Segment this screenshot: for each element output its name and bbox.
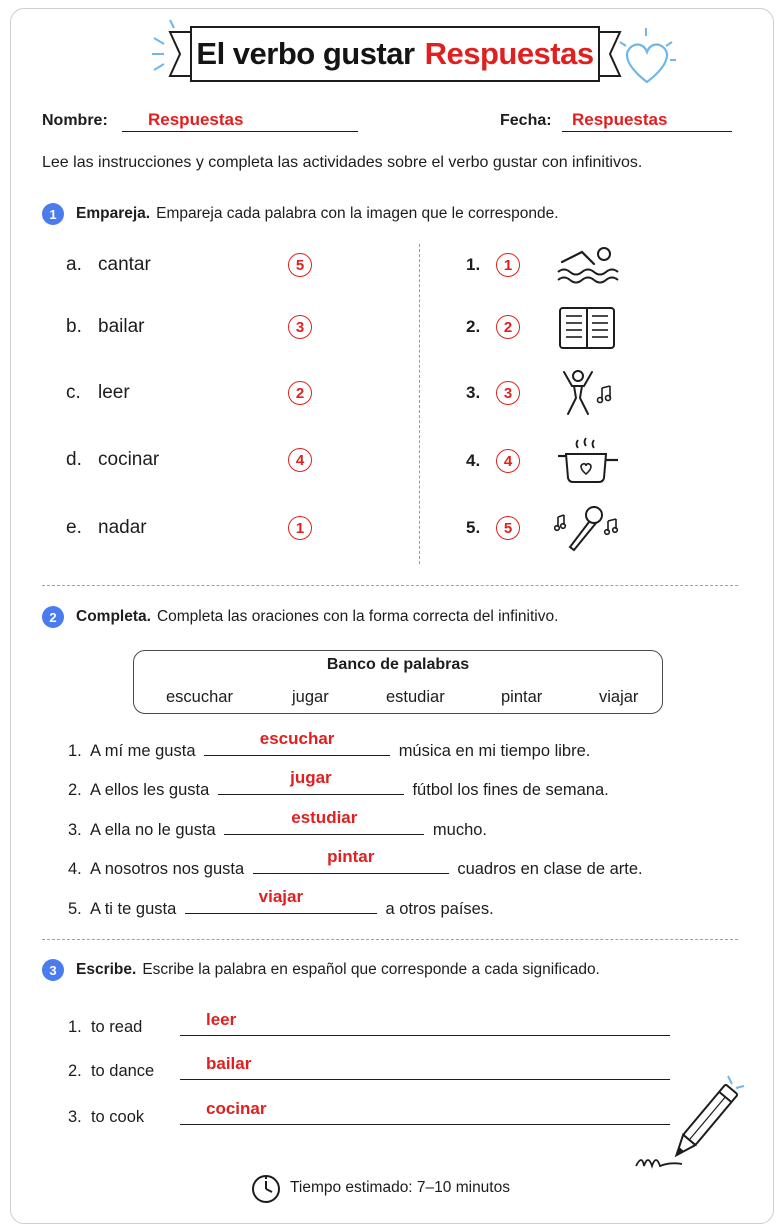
list-item: c. leer 2 <box>66 376 326 410</box>
sentence: 1. A mí me gusta escuchar música en mi tiempo libre. <box>68 729 591 760</box>
answer-blank[interactable]: estudiar <box>224 817 424 835</box>
answer-circle[interactable]: 4 <box>496 449 520 473</box>
estimated-time: Tiempo estimado: 7–10 minutos <box>290 1179 510 1196</box>
answer-circle[interactable]: 2 <box>288 381 312 405</box>
title-box <box>190 26 600 82</box>
section-number-badge: 3 <box>42 959 64 981</box>
page-title: El verbo gustar <box>196 36 415 71</box>
list-item: b. bailar 3 <box>66 310 326 344</box>
name-field[interactable] <box>122 110 358 132</box>
answer-line[interactable]: cocinar <box>180 1103 670 1125</box>
sentence: 5. A ti te gusta viajar a otros países. <box>68 887 494 918</box>
section-3-title: Escribe. <box>76 961 137 978</box>
section-3-heading <box>42 959 600 981</box>
list-item: e. nadar 1 <box>66 511 326 545</box>
section-2-heading <box>42 606 558 628</box>
section-divider <box>42 585 738 586</box>
bank-word: estudiar <box>386 688 445 706</box>
date-field[interactable] <box>562 110 732 132</box>
section-number-badge: 1 <box>42 203 64 225</box>
dancer-icon <box>554 368 620 418</box>
footer <box>250 1172 510 1204</box>
sentence: 2. A ellos les gusta jugar fútbol los fines de semana. <box>68 768 609 799</box>
section-divider <box>42 939 738 940</box>
list-item: 2. to dance <box>68 1062 155 1080</box>
list-item: 3. 3 <box>466 373 666 413</box>
microphone-icon <box>554 503 620 553</box>
bank-word: viajar <box>599 688 639 706</box>
section-1-text: Empareja cada palabra con la imagen que le corresponde. <box>156 205 559 222</box>
answer-circle[interactable]: 2 <box>496 315 520 339</box>
open-book-icon <box>554 302 620 352</box>
column-divider <box>419 244 420 564</box>
section-2-title: Completa. <box>76 608 151 625</box>
list-item: d. cocinar 4 <box>66 443 326 477</box>
name-value: Respuestas <box>148 110 244 129</box>
answer-blank[interactable]: viajar <box>185 896 377 914</box>
answer-circle[interactable]: 3 <box>288 315 312 339</box>
bank-word: pintar <box>501 688 543 706</box>
section-2-text: Completa las oraciones con la forma correcta del infinitivo. <box>156 608 559 625</box>
list-item: 1. to read <box>68 1018 143 1036</box>
section-1-heading <box>42 203 559 225</box>
answer-line[interactable]: bailar <box>180 1058 670 1080</box>
date-label: Fecha: <box>500 112 552 129</box>
answer-circle[interactable]: 1 <box>496 253 520 277</box>
list-item: 4. 4 <box>466 441 666 481</box>
answer-line[interactable]: leer <box>180 1014 670 1036</box>
list-item: 2. 2 <box>466 307 666 347</box>
date-value: Respuestas <box>572 110 668 129</box>
name-label: Nombre: <box>42 112 108 129</box>
bank-word: jugar <box>292 688 329 706</box>
section-number-badge: 2 <box>42 606 64 628</box>
pencil-icon <box>632 1070 752 1180</box>
answer-blank[interactable]: jugar <box>218 777 404 795</box>
bank-word: escuchar <box>166 688 233 706</box>
word-bank <box>133 650 663 714</box>
list-item: a. cantar 5 <box>66 248 326 282</box>
clock-icon <box>250 1172 282 1204</box>
answer-circle[interactable]: 4 <box>288 448 312 472</box>
list-item: 1. 1 <box>466 245 666 285</box>
swimmer-icon <box>554 240 620 290</box>
sentence: 3. A ella no le gusta estudiar mucho. <box>68 808 488 839</box>
title-banner <box>150 18 640 90</box>
answer-circle[interactable]: 3 <box>496 381 520 405</box>
cooking-pot-icon <box>554 436 620 486</box>
heart-icon <box>612 24 682 94</box>
list-item: 3. to cook <box>68 1108 145 1126</box>
list-item: 5. 5 <box>466 508 666 548</box>
instructions: Lee las instrucciones y completa las actividades sobre el verbo gustar con infinitivos. <box>42 154 643 171</box>
answer-circle[interactable]: 1 <box>288 516 312 540</box>
section-3-text: Escribe la palabra en español que corresponde a cada significado. <box>142 961 600 978</box>
answer-circle[interactable]: 5 <box>496 516 520 540</box>
answer-blank[interactable]: escuchar <box>204 738 390 756</box>
answer-blank[interactable]: pintar <box>253 856 449 874</box>
title-answer-label: Respuestas <box>424 36 594 71</box>
sentence: 4. A nosotros nos gusta pintar cuadros en clase de arte. <box>68 847 643 878</box>
answer-circle[interactable]: 5 <box>288 253 312 277</box>
word-bank-title: Banco de palabras <box>326 656 470 673</box>
section-1-title: Empareja. <box>76 205 151 222</box>
